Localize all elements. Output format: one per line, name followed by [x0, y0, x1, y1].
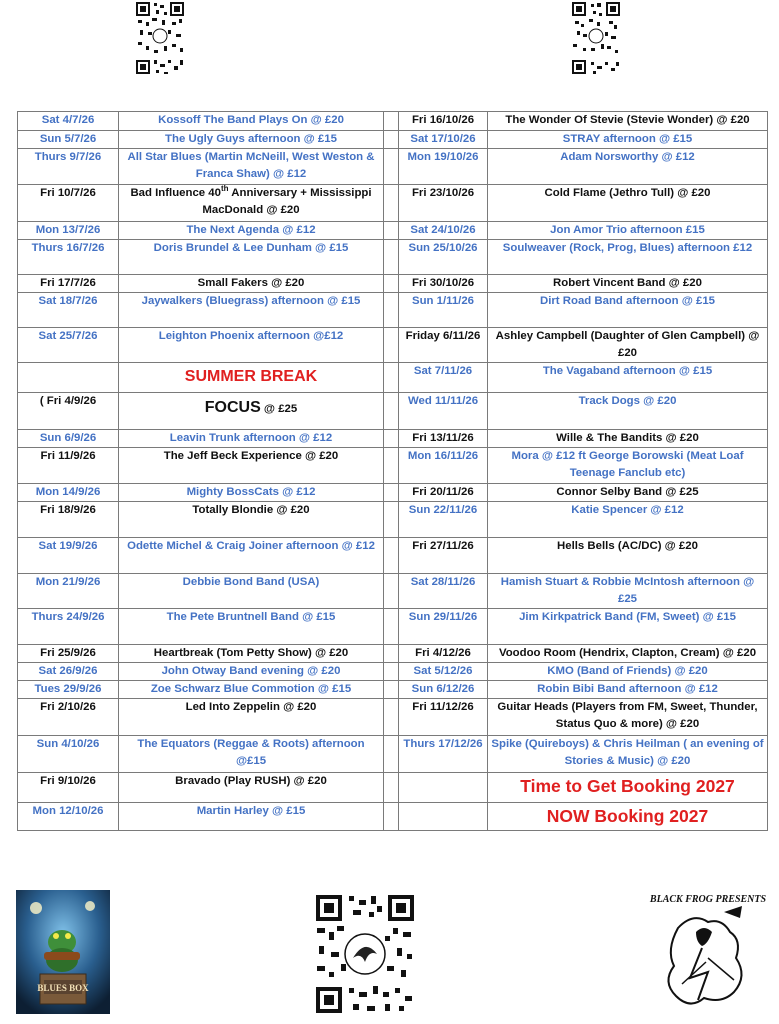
left-date: Fri 2/10/26 — [40, 701, 96, 713]
right-date-cell — [399, 699, 488, 736]
qr-code-icon[interactable] — [134, 0, 186, 76]
column-gap — [384, 502, 399, 538]
right-date-cell — [399, 222, 488, 240]
right-date: Sat 5/12/26 — [413, 665, 473, 677]
right-event: KMO (Band of Friends) @ £20 — [547, 665, 708, 677]
right-date: Sat 7/11/26 — [413, 365, 473, 377]
gig-schedule-table — [17, 111, 768, 831]
left-date: Fri 9/10/26 — [40, 775, 96, 787]
right-event-cell — [488, 112, 768, 131]
right-date-cell — [399, 185, 488, 222]
qr-code-bottom-graphic — [313, 892, 417, 1016]
column-gap — [384, 131, 399, 149]
right-date: Thurs 17/12/26 — [403, 738, 483, 750]
right-event: Katie Spencer @ £12 — [571, 504, 684, 516]
left-event-cell — [119, 222, 384, 240]
column-gap — [384, 448, 399, 484]
right-date-cell — [399, 484, 488, 502]
right-event: Track Dogs @ £20 — [578, 395, 677, 407]
left-date-cell — [18, 699, 119, 736]
left-date-cell — [18, 240, 119, 275]
right-date: Sat 17/10/26 — [410, 133, 476, 145]
right-date: Friday 6/11/26 — [405, 330, 481, 342]
right-event-cell — [488, 645, 768, 663]
right-event: Dirt Road Band afternoon @ £15 — [539, 295, 716, 307]
right-date-cell — [399, 681, 488, 699]
right-date: Sat 24/10/26 — [410, 224, 476, 236]
left-event-cell — [119, 393, 384, 430]
left-event: Martin Harley @ £15 — [196, 805, 306, 817]
right-event: Jim Kirkpatrick Band (FM, Sweet) @ £15 — [519, 611, 736, 623]
right-date-cell — [399, 328, 488, 363]
left-event-cell — [119, 149, 384, 185]
column-gap — [384, 275, 399, 293]
right-date: Fri 16/10/26 — [411, 114, 475, 126]
schedule-row — [18, 149, 768, 185]
left-date-cell — [18, 574, 119, 609]
left-event: Led Into Zeppelin @ £20 — [185, 701, 317, 713]
left-date-cell — [18, 112, 119, 131]
right-event: Connor Selby Band @ £25 — [556, 486, 699, 498]
right-event-cell — [488, 393, 768, 430]
schedule-row — [18, 240, 768, 275]
right-date-cell — [399, 430, 488, 448]
schedule-row — [18, 363, 768, 393]
left-date: Thurs 24/9/26 — [31, 611, 105, 623]
left-event: Leavin Trunk afternoon @ £12 — [169, 432, 333, 444]
right-date-cell — [399, 645, 488, 663]
column-gap — [384, 328, 399, 363]
left-date-cell — [18, 293, 119, 328]
right-event-cell — [488, 328, 768, 363]
left-event: All Star Blues (Martin McNeill, West Weston & Franca Shaw) @ £12 — [127, 151, 375, 180]
right-date: Fri 20/11/26 — [412, 486, 474, 498]
left-date-cell — [18, 736, 119, 773]
left-event: Zoe Schwarz Blue Commotion @ £15 — [150, 683, 352, 695]
right-date-cell — [399, 275, 488, 293]
left-date-cell — [18, 393, 119, 430]
right-event: Jon Amor Trio afternoon £15 — [550, 224, 705, 236]
schedule-row — [18, 112, 768, 131]
left-date-cell — [18, 609, 119, 645]
left-event: The Pete Bruntnell Band @ £15 — [166, 611, 336, 623]
schedule-row — [18, 538, 768, 574]
booking-promo-label: NOW Booking 2027 — [546, 806, 709, 826]
left-date: Thurs 16/7/26 — [31, 242, 105, 254]
left-date: ( Fri 4/9/26 — [39, 395, 97, 407]
left-event-cell — [119, 185, 384, 222]
left-event-cell — [119, 663, 384, 681]
right-date-cell — [399, 502, 488, 538]
schedule-row — [18, 773, 768, 803]
right-event-cell — [488, 240, 768, 275]
right-event: Adam Norsworthy @ £12 — [560, 151, 695, 163]
column-gap — [384, 484, 399, 502]
left-date-cell — [18, 663, 119, 681]
left-event-cell — [119, 681, 384, 699]
right-event-cell — [488, 502, 768, 538]
right-event: Mora @ £12 ft George Borowski (Meat Loaf Teenage Fanclub etc) — [511, 450, 744, 479]
right-date-cell — [399, 538, 488, 574]
left-date: Sun 4/10/26 — [36, 738, 100, 750]
column-gap — [384, 699, 399, 736]
right-event-cell — [488, 484, 768, 502]
right-event-cell — [488, 363, 768, 393]
right-date-cell — [399, 803, 488, 831]
left-date-cell — [18, 328, 119, 363]
left-event-cell — [119, 448, 384, 484]
column-gap — [384, 736, 399, 773]
left-event-cell — [119, 538, 384, 574]
left-event-cell — [119, 328, 384, 363]
column-gap — [384, 803, 399, 831]
schedule-row — [18, 328, 768, 363]
schedule-row — [18, 293, 768, 328]
right-event-cell — [488, 293, 768, 328]
schedule-row — [18, 448, 768, 484]
schedule-row — [18, 430, 768, 448]
left-date-cell — [18, 502, 119, 538]
schedule-row — [18, 222, 768, 240]
left-event-cell — [119, 574, 384, 609]
left-event-cell — [119, 699, 384, 736]
left-event-cell — [119, 736, 384, 773]
schedule-body — [18, 112, 768, 831]
left-event-cell — [119, 773, 384, 803]
right-date: Fri 23/10/26 — [411, 187, 475, 199]
left-date: Mon 14/9/26 — [35, 486, 101, 498]
right-date: Fri 11/12/26 — [412, 701, 474, 713]
column-gap — [384, 645, 399, 663]
left-date: Sat 25/7/26 — [38, 330, 98, 342]
column-gap — [384, 393, 399, 430]
black-frog-text: BLACK FROG PRESENTS — [649, 894, 767, 905]
right-event: The Wonder Of Stevie (Stevie Wonder) @ £20 — [505, 114, 750, 126]
right-date-cell — [399, 149, 488, 185]
schedule-row — [18, 393, 768, 430]
right-event-cell — [488, 736, 768, 773]
column-gap — [384, 609, 399, 645]
left-event: The Jeff Beck Experience @ £20 — [163, 450, 339, 462]
right-event-cell — [488, 538, 768, 574]
right-date: Fri 27/11/26 — [412, 540, 474, 552]
right-event: Guitar Heads (Players from FM, Sweet, Thunder, Status Quo & more) @ £20 — [497, 701, 758, 730]
left-date-cell — [18, 149, 119, 185]
black-frog-presents-graphic — [638, 888, 768, 1016]
right-date: Sun 29/11/26 — [408, 611, 478, 623]
right-event: Cold Flame (Jethro Tull) @ £20 — [544, 187, 711, 199]
left-date: Sat 26/9/26 — [38, 665, 98, 677]
left-date: Sun 5/7/26 — [39, 133, 97, 145]
right-event-cell — [488, 275, 768, 293]
right-date: Wed 11/11/26 — [407, 395, 479, 407]
left-date: Fri 10/7/26 — [40, 187, 96, 199]
right-event-cell — [488, 149, 768, 185]
right-event-cell — [488, 448, 768, 484]
left-event-cell — [119, 240, 384, 275]
left-event-cell — [119, 609, 384, 645]
schedule-row — [18, 681, 768, 699]
right-date: Mon 16/11/26 — [407, 450, 479, 462]
right-date: Fri 13/11/26 — [412, 432, 474, 444]
left-event: The Equators (Reggae & Roots) afternoon @£15 — [137, 738, 365, 767]
right-event: Hamish Stuart & Robbie McIntosh afternoon @ £25 — [500, 576, 755, 605]
left-date: Fri 11/9/26 — [40, 450, 96, 462]
left-event-sup: th — [220, 184, 229, 194]
schedule-row — [18, 484, 768, 502]
left-date: Mon 12/10/26 — [32, 805, 104, 817]
right-date-cell — [399, 609, 488, 645]
right-event: Hells Bells (AC/DC) @ £20 — [557, 540, 698, 552]
left-event-cell — [119, 293, 384, 328]
left-event-price: @ £25 — [260, 403, 298, 415]
column-gap — [384, 185, 399, 222]
qr-code-icon[interactable] — [570, 0, 622, 76]
left-event-cell — [119, 803, 384, 831]
right-date-cell — [399, 736, 488, 773]
schedule-row — [18, 803, 768, 831]
right-event-cell — [488, 609, 768, 645]
booking-promo-label: Time to Get Booking 2027 — [520, 776, 735, 796]
right-event-cell — [488, 773, 768, 803]
qr-code-top-left-graphic — [134, 0, 186, 76]
schedule-row — [18, 736, 768, 773]
right-event: Ashley Campbell (Daughter of Glen Campbell) @ £20 — [495, 330, 760, 359]
left-event: Totally Blondie @ £20 — [192, 504, 310, 516]
left-date-cell — [18, 484, 119, 502]
left-date: Fri 25/9/26 — [40, 647, 96, 659]
left-date-cell — [18, 773, 119, 803]
left-event: Leighton Phoenix afternoon @£12 — [158, 330, 344, 342]
right-date-cell — [399, 574, 488, 609]
left-date-cell — [18, 448, 119, 484]
left-date-cell — [18, 222, 119, 240]
right-date-cell — [399, 293, 488, 328]
blues-box-logo — [16, 890, 110, 1014]
right-date: Sun 1/11/26 — [411, 295, 475, 307]
column-gap — [384, 773, 399, 803]
right-date: Sun 22/11/26 — [408, 504, 478, 516]
right-date-cell — [399, 131, 488, 149]
right-date: Fri 4/12/26 — [415, 647, 471, 659]
left-date-cell — [18, 131, 119, 149]
right-event-cell — [488, 681, 768, 699]
left-date-cell — [18, 363, 119, 393]
column-gap — [384, 681, 399, 699]
blues-box-logo-graphic — [16, 890, 110, 1014]
left-date: Fri 17/7/26 — [40, 277, 96, 289]
schedule-row — [18, 609, 768, 645]
schedule-row — [18, 663, 768, 681]
left-date-cell — [18, 803, 119, 831]
right-event: Voodoo Room (Hendrix, Clapton, Cream) @ £20 — [498, 647, 757, 659]
left-event-cell — [119, 645, 384, 663]
right-date-cell — [399, 240, 488, 275]
right-event-cell — [488, 131, 768, 149]
column-gap — [384, 293, 399, 328]
right-date-cell — [399, 773, 488, 803]
left-event: Debbie Bond Band (USA) — [182, 576, 320, 588]
left-event-part: Bad Influence 40 — [130, 187, 221, 199]
right-event: The Vagaband afternoon @ £15 — [542, 365, 713, 377]
schedule-row — [18, 574, 768, 609]
right-event-cell — [488, 663, 768, 681]
right-date: Mon 19/10/26 — [407, 151, 479, 163]
left-date: Sat 4/7/26 — [41, 114, 95, 126]
right-event-cell — [488, 430, 768, 448]
schedule-row — [18, 645, 768, 663]
left-event-cell — [119, 112, 384, 131]
left-date: Sat 18/7/26 — [38, 295, 98, 307]
right-event-cell — [488, 699, 768, 736]
left-event: Small Fakers @ £20 — [197, 277, 305, 289]
right-date: Sun 25/10/26 — [408, 242, 478, 254]
column-gap — [384, 149, 399, 185]
blues-box-text: BLUES BOX — [37, 983, 89, 993]
left-date: Sat 19/9/26 — [38, 540, 98, 552]
left-event-cell — [119, 363, 384, 393]
schedule-row — [18, 185, 768, 222]
left-date-cell — [18, 538, 119, 574]
left-date-cell — [18, 681, 119, 699]
left-date-cell — [18, 275, 119, 293]
right-event-cell — [488, 222, 768, 240]
left-event: The Ugly Guys afternoon @ £15 — [165, 133, 337, 145]
right-event: Wille & The Bandits @ £20 — [556, 432, 699, 444]
column-gap — [384, 112, 399, 131]
right-event-cell — [488, 803, 768, 831]
schedule-row — [18, 699, 768, 736]
right-date-cell — [399, 363, 488, 393]
left-date-cell — [18, 430, 119, 448]
right-event-cell — [488, 574, 768, 609]
left-event-headline: FOCUS — [204, 399, 261, 416]
left-event-cell — [119, 430, 384, 448]
left-date-cell — [18, 645, 119, 663]
left-date: Thurs 9/7/26 — [34, 151, 102, 163]
left-event-cell — [119, 131, 384, 149]
right-date: Sun 6/12/26 — [411, 683, 475, 695]
right-event: STRAY afternoon @ £15 — [562, 133, 693, 145]
left-date: Mon 13/7/26 — [35, 224, 101, 236]
left-event-part: Anniversary + Mississippi MacDonald @ £20 — [202, 187, 372, 216]
left-event-cell — [119, 502, 384, 538]
right-date: Fri 30/10/26 — [411, 277, 475, 289]
schedule-row — [18, 275, 768, 293]
left-event: Kossoff The Band Plays On @ £20 — [158, 114, 344, 126]
right-event: Robin Bibi Band afternoon @ £12 — [537, 683, 718, 695]
right-event: Soulweaver (Rock, Prog, Blues) afternoon £12 — [502, 242, 753, 254]
right-event: Spike (Quireboys) & Chris Heilman ( an evening of Stories & Music) @ £20 — [491, 738, 764, 767]
left-event: John Otway Band evening @ £20 — [161, 665, 341, 677]
left-date: Fri 18/9/26 — [40, 504, 96, 516]
left-event-cell — [119, 484, 384, 502]
left-date: Tues 29/9/26 — [34, 683, 102, 695]
right-event: Robert Vincent Band @ £20 — [553, 277, 702, 289]
black-frog-presents-logo — [638, 888, 768, 1016]
right-date: Sat 28/11/26 — [410, 576, 476, 588]
column-gap — [384, 222, 399, 240]
right-date-cell — [399, 663, 488, 681]
left-event: Bravado (Play RUSH) @ £20 — [175, 775, 327, 787]
column-gap — [384, 663, 399, 681]
left-date: Sun 6/9/26 — [39, 432, 97, 444]
left-event: Mighty BossCats @ £12 — [186, 486, 316, 498]
column-gap — [384, 240, 399, 275]
column-gap — [384, 574, 399, 609]
schedule-row — [18, 502, 768, 538]
column-gap — [384, 363, 399, 393]
left-event: Jaywalkers (Bluegrass) afternoon @ £15 — [141, 295, 361, 307]
column-gap — [384, 430, 399, 448]
right-date-cell — [399, 448, 488, 484]
right-event-cell — [488, 185, 768, 222]
left-event: Heartbreak (Tom Petty Show) @ £20 — [153, 647, 349, 659]
right-date-cell — [399, 393, 488, 430]
left-event: The Next Agenda @ £12 — [186, 224, 316, 236]
summer-break-label: SUMMER BREAK — [184, 368, 318, 385]
left-event: Doris Brundel & Lee Dunham @ £15 — [153, 242, 349, 254]
left-date: Mon 21/9/26 — [35, 576, 101, 588]
qr-code-top-right-graphic — [570, 0, 622, 76]
column-gap — [384, 538, 399, 574]
left-event: Odette Michel & Craig Joiner afternoon @ £12 — [127, 540, 375, 552]
left-date-cell — [18, 185, 119, 222]
qr-code-icon[interactable] — [313, 892, 417, 1016]
right-date-cell — [399, 112, 488, 131]
schedule-row — [18, 131, 768, 149]
left-event-cell — [119, 275, 384, 293]
